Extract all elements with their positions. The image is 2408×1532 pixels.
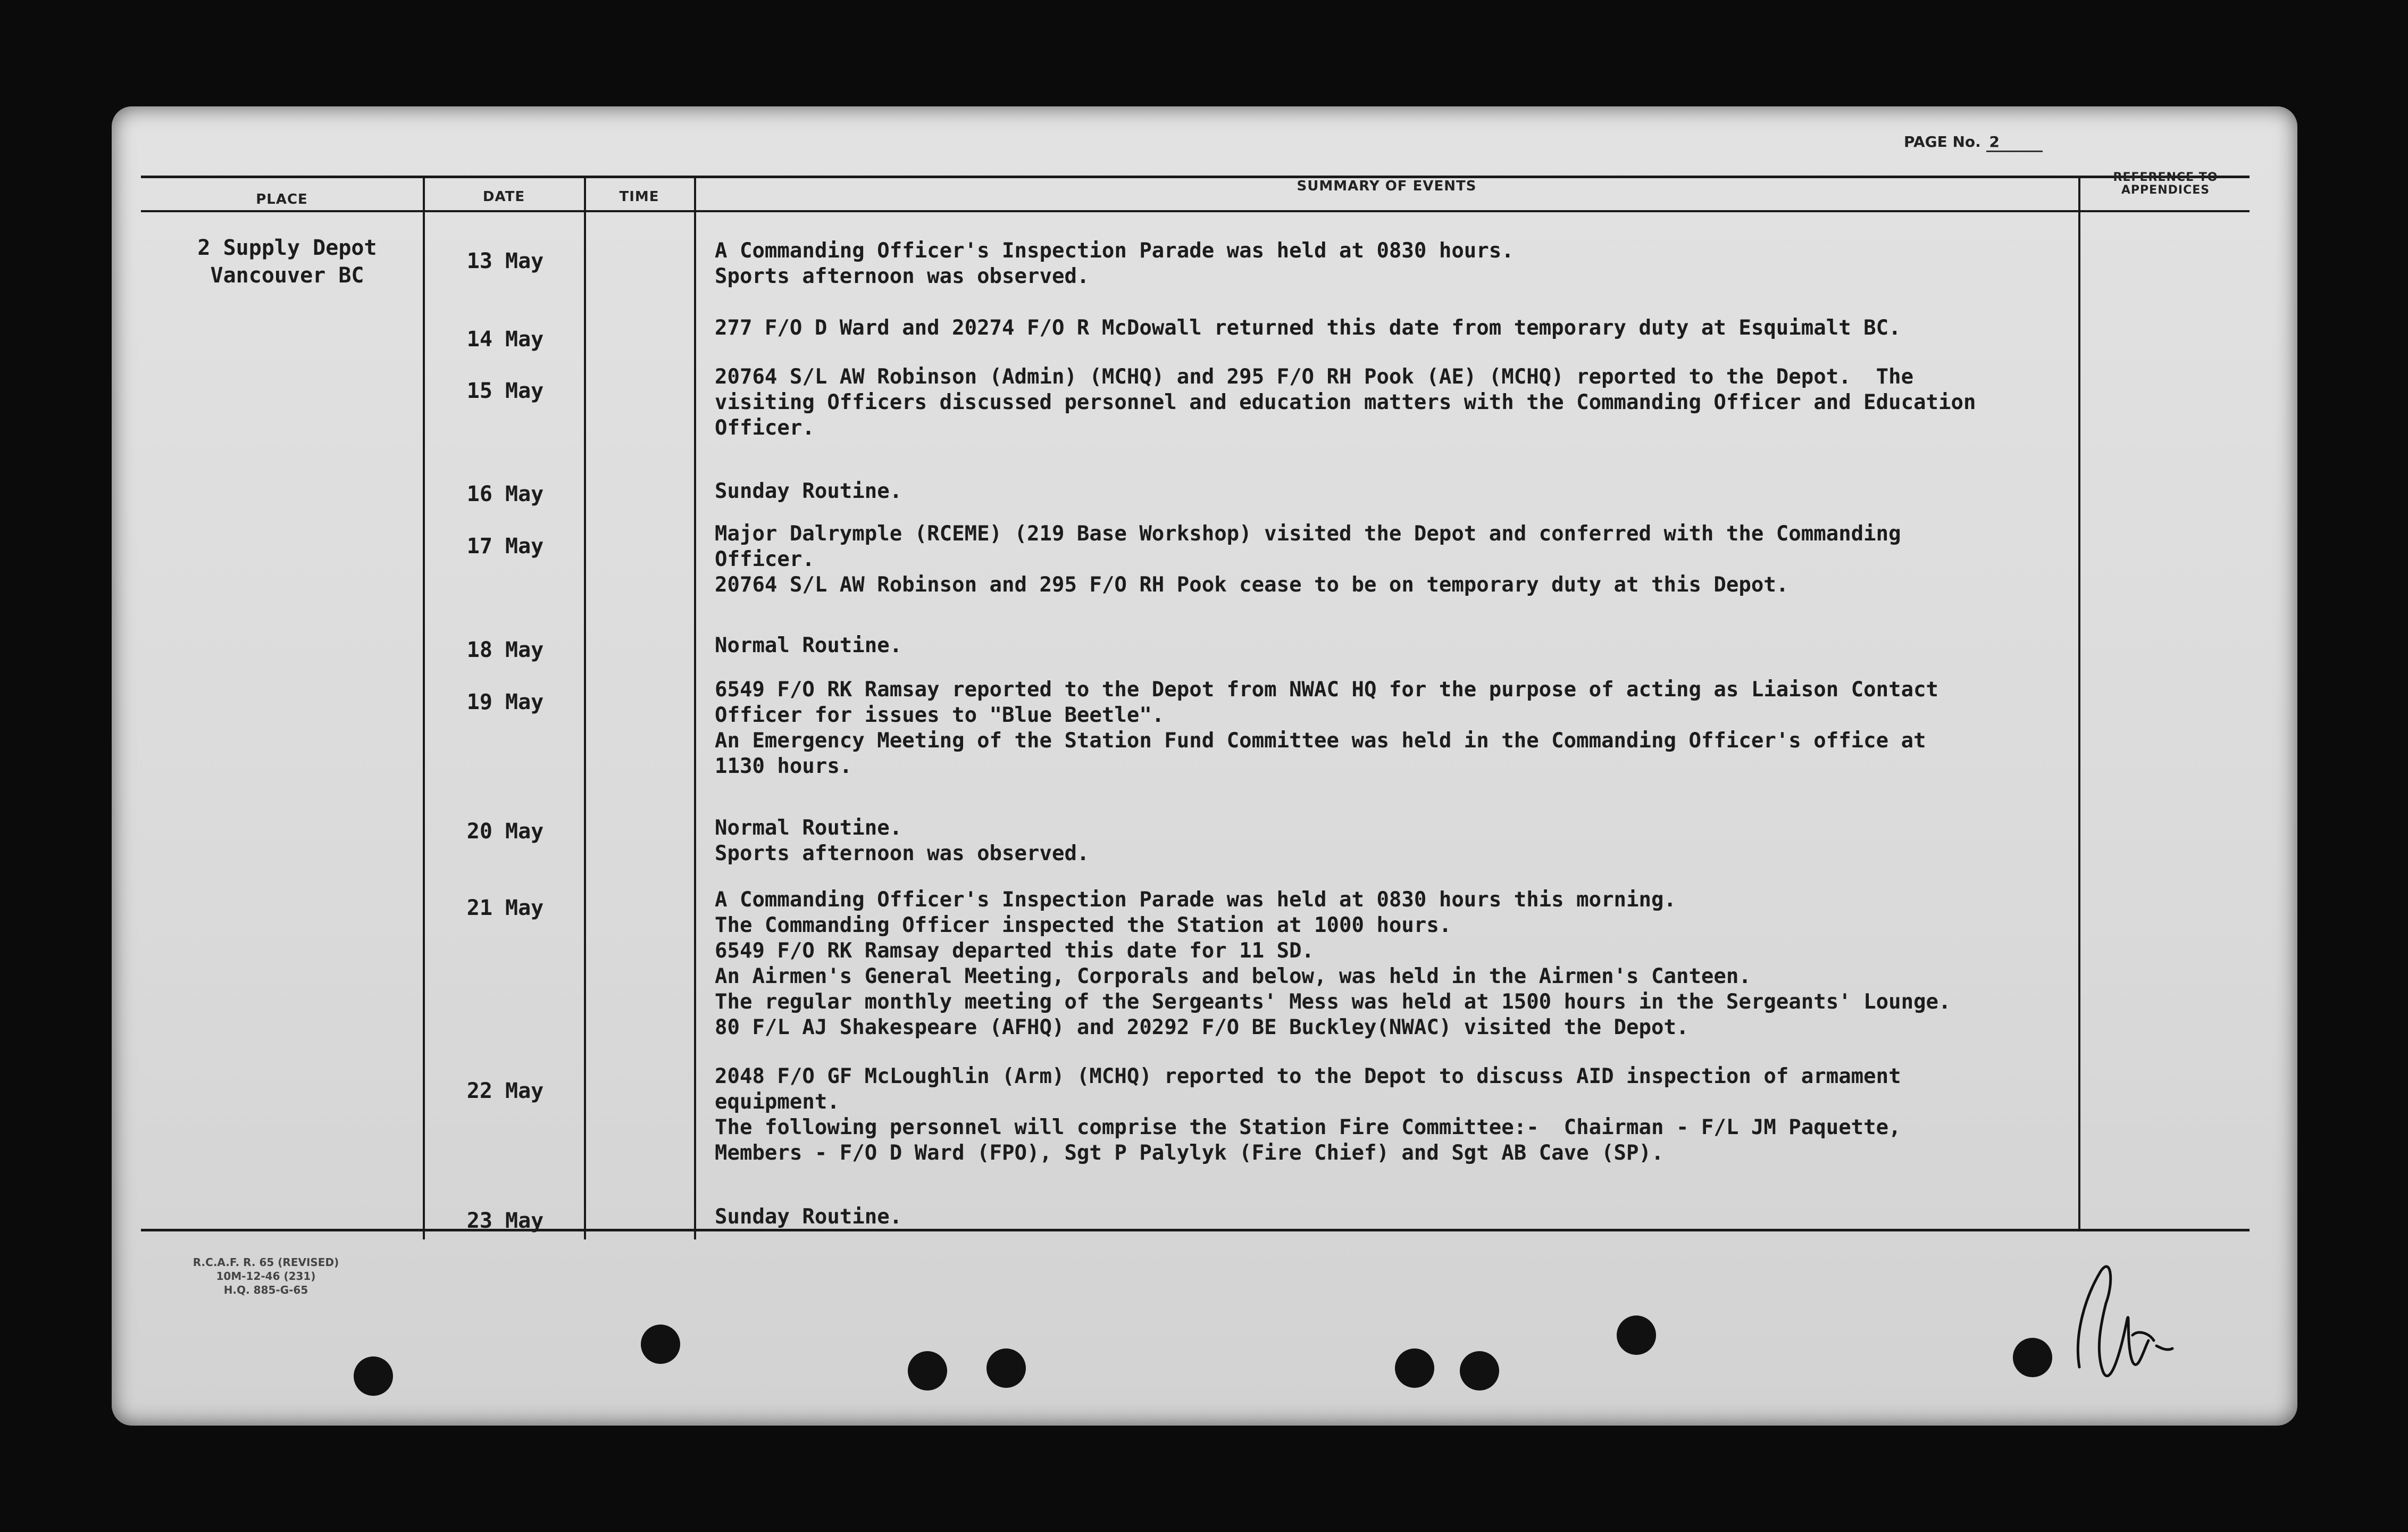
entry-date: 16 May <box>466 482 544 506</box>
event-line: 2048 F/O GF McLoughlin (Arm) (MCHQ) reported to the Depot to discuss AID inspection of armament <box>715 1064 1901 1088</box>
event-line: Sports afternoon was observed. <box>715 842 1090 865</box>
event-line: Normal Routine. <box>715 634 902 657</box>
event-line: The following personnel will comprise the Station Fire Committee:- Chairman - F/L JM Paquette, <box>715 1115 1901 1139</box>
event-line: equipment. <box>715 1090 840 1114</box>
event-line: Sports afternoon was observed. <box>715 264 1090 288</box>
header-rule <box>141 210 2250 212</box>
event-entry <box>715 1204 2076 1230</box>
place-date-divider <box>423 176 425 1239</box>
punch-hole <box>2013 1338 2052 1377</box>
column-header-reference-line2: APPENDICES <box>2121 184 2210 197</box>
event-line: Normal Routine. <box>715 816 902 840</box>
time-summary-divider <box>694 176 696 1239</box>
entry-date: 20 May <box>466 819 544 844</box>
punch-hole <box>908 1351 947 1391</box>
form-number-line2: 10M-12-46 (231) <box>216 1270 316 1283</box>
form-number-line3: H.Q. 885-G-65 <box>223 1284 308 1296</box>
event-line: 80 F/L AJ Shakespeare (AFHQ) and 20292 F/O BE Buckley(NWAC) visited the Depot. <box>715 1015 1689 1039</box>
event-line: 1130 hours. <box>715 754 852 778</box>
event-entry <box>715 887 2076 1040</box>
form-number <box>149 1255 383 1297</box>
entry-date: 21 May <box>466 896 544 920</box>
event-entry <box>715 521 2076 598</box>
column-header-reference <box>2080 171 2251 197</box>
column-header-place: PLACE <box>256 192 308 207</box>
punch-hole <box>986 1348 1026 1388</box>
punch-hole <box>354 1356 393 1396</box>
entry-date: 18 May <box>466 638 544 662</box>
event-line: Officer. <box>715 416 815 440</box>
event-line: 277 F/O D Ward and 20274 F/O R McDowall returned this date from temporary duty at Esquimalt BC. <box>715 316 1901 340</box>
event-entry <box>715 1064 2076 1166</box>
event-line: visiting Officers discussed personnel and education matters with the Commanding Officer and Education <box>715 390 1976 414</box>
entry-date: 15 May <box>466 379 544 403</box>
punch-hole <box>1460 1351 1499 1391</box>
event-line: 6549 F/O RK Ramsay departed this date for 11 SD. <box>715 939 1315 963</box>
event-line: Sunday Routine. <box>715 1205 902 1229</box>
event-line: 20764 S/L AW Robinson (Admin) (MCHQ) and 295 F/O RH Pook (AE) (MCHQ) reported to the Depot. The <box>715 365 1914 389</box>
event-line: The regular monthly meeting of the Sergeants' Mess was held at 1500 hours in the Sergeants' Lounge. <box>715 990 1951 1014</box>
event-line: Officer for issues to "Blue Beetle". <box>715 703 1165 727</box>
event-line: Members - F/O D Ward (FPO), Sgt P Palylyk (Fire Chief) and Sgt AB Cave (SP). <box>715 1141 1664 1165</box>
page-number-label: PAGE No. <box>1904 133 1981 151</box>
place-line2: Vancouver BC <box>210 263 364 288</box>
entry-date: 17 May <box>466 534 544 559</box>
event-entry <box>715 677 2076 779</box>
event-line: A Commanding Officer's Inspection Parade was held at 0830 hours this morning. <box>715 888 1676 912</box>
entry-date: 14 May <box>466 327 544 352</box>
form-number-line1: R.C.A.F. R. 65 (REVISED) <box>193 1256 339 1269</box>
event-line: Major Dalrymple (RCEME) (219 Base Workshop) visited the Depot and conferred with the Commanding <box>715 522 1901 546</box>
page-number <box>1904 133 2043 152</box>
event-entry <box>715 238 2076 289</box>
event-line: An Emergency Meeting of the Station Fund Committee was held in the Commanding Officer's office at <box>715 729 1926 753</box>
entry-date: 19 May <box>466 690 544 714</box>
event-entry <box>715 364 2076 441</box>
punch-hole <box>1617 1315 1656 1355</box>
punch-hole <box>1395 1348 1434 1388</box>
event-line: 20764 S/L AW Robinson and 295 F/O RH Pook cease to be on temporary duty at this Depot. <box>715 573 1789 597</box>
event-entry <box>715 815 2076 867</box>
place-cell <box>160 234 415 289</box>
event-line: A Commanding Officer's Inspection Parade was held at 0830 hours. <box>715 239 1514 263</box>
column-header-time: TIME <box>619 189 659 205</box>
page-number-value: 2 <box>1986 133 2043 152</box>
handwritten-initials <box>2063 1239 2180 1399</box>
event-line: Officer. <box>715 547 815 571</box>
column-header-reference-line1: REFERENCE TO <box>2113 171 2218 184</box>
place-line1: 2 Supply Depot <box>197 236 377 260</box>
summary-reference-divider <box>2078 176 2080 1231</box>
entry-date: 22 May <box>466 1079 544 1103</box>
event-line: The Commanding Officer inspected the Station at 1000 hours. <box>715 913 1452 937</box>
event-line: Sunday Routine. <box>715 479 902 503</box>
column-header-date: DATE <box>482 189 525 205</box>
event-entry <box>715 315 2076 341</box>
event-line: 6549 F/O RK Ramsay reported to the Depot from NWAC HQ for the purpose of acting as Liaison Contact <box>715 678 1939 702</box>
entry-date: 13 May <box>466 249 544 273</box>
event-line: An Airmen's General Meeting, Corporals and below, was held in the Airmen's Canteen. <box>715 964 1751 988</box>
punch-hole <box>641 1325 680 1364</box>
entry-date: 23 May <box>466 1209 544 1233</box>
event-entry <box>715 633 2076 659</box>
event-entry <box>715 479 2076 504</box>
column-header-summary: SUMMARY OF EVENTS <box>1297 178 1477 194</box>
